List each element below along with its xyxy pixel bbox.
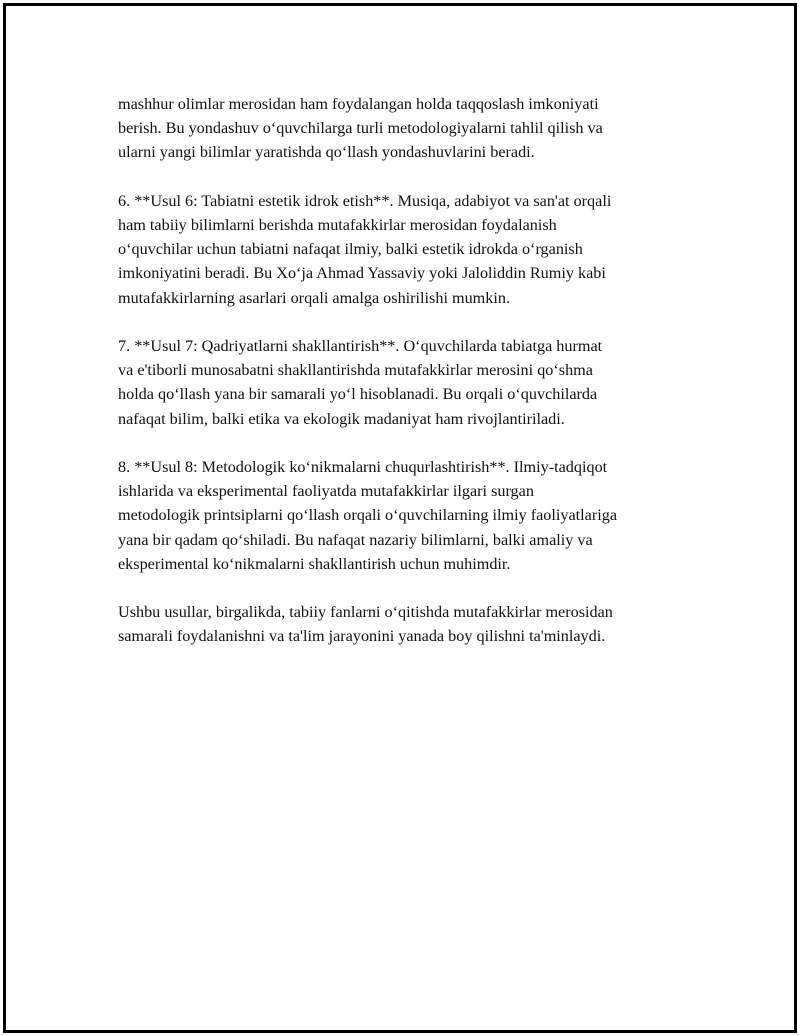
paragraph-method-6 [118, 189, 708, 310]
text-line: ularni yangi bilimlar yaratishda qo‘llash yondashuvlarini beradi. [118, 143, 535, 162]
paragraph-conclusion [118, 600, 708, 648]
text-line: ham tabiiy bilimlarni berishda mutafakkirlar merosidan foydalanish [118, 216, 557, 234]
paragraph-intro-continuation [118, 92, 708, 165]
text-line: 7. **Usul 7: Qadriyatlarni shakllantirish**. O‘quvchilarda tabiatga hurmat [118, 337, 603, 355]
text-line: samarali foydalanishni va ta'lim jarayonini yanada boy qilishni ta'minlaydi. [118, 627, 606, 646]
text-line: ishlarida va eksperimental faoliyatda mutafakkirlar ilgari surgan [118, 482, 534, 501]
text-line: berish. Bu yondashuv o‘quvchilarga turli metodologiyalarni tahlil qilish va [118, 119, 603, 138]
document-body [118, 92, 708, 673]
text-line: o‘quvchilar uchun tabiatni nafaqat ilmiy, balki estetik idrokda o‘rganish [118, 240, 583, 259]
text-line: imkoniyatini beradi. Bu Xo‘ja Ahmad Yassaviy yoki Jaloliddin Rumiy kabi [118, 264, 606, 283]
text-line: nafaqat bilim, balki etika va ekologik madaniyat ham rivojlantiriladi. [118, 409, 565, 428]
text-line: yana bir qadam qo‘shiladi. Bu nafaqat nazariy bilimlarni, balki amaliy va [118, 530, 593, 549]
text-line: holda qo‘llash yana bir samarali yo‘l hisoblanadi. Bu orqali o‘quvchilarda [118, 385, 598, 404]
text-line: eksperimental ko‘nikmalarni shakllantirish uchun muhimdir. [118, 554, 511, 573]
paragraph-method-8 [118, 455, 708, 576]
text-line: 6. **Usul 6: Tabiatni estetik idrok etish**. Musiqa, adabiyot va san'at orqali [118, 191, 612, 210]
text-line: mashhur olimlar merosidan ham foydalangan holda taqqoslash imkoniyati [118, 95, 599, 113]
text-line: metodologik printsiplarni qo‘llash orqali o‘quvchilarning ilmiy faoliyatlariga [118, 506, 618, 525]
text-line: Ushbu usullar, birgalikda, tabiiy fanlarni o‘qitishda mutafakkirlar merosidan [118, 603, 613, 622]
paragraph-method-7 [118, 334, 708, 431]
text-line: 8. **Usul 8: Metodologik ko‘nikmalarni chuqurlashtirish**. Ilmiy-tadqiqot [118, 458, 608, 476]
text-line: va e'tiborli munosabatni shakllantirishda mutafakkirlar merosini qo‘shma [118, 361, 593, 380]
text-line: mutafakkirlarning asarlari orqali amalga oshirilishi mumkin. [118, 288, 510, 307]
